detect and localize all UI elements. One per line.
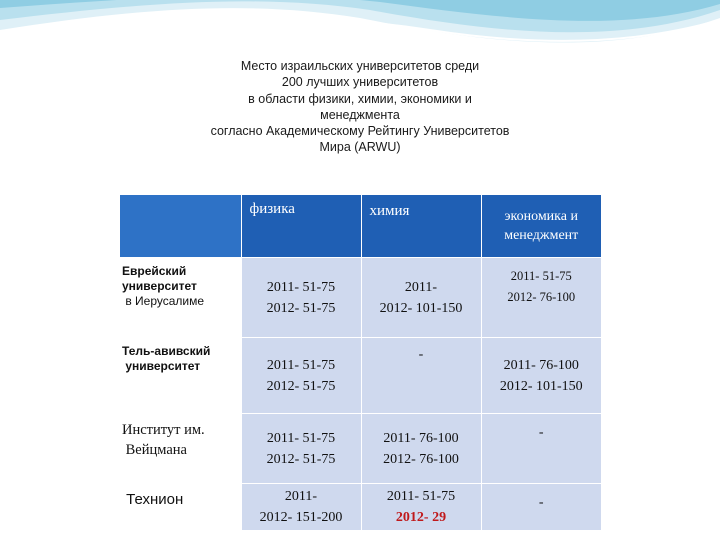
title-line: менеджмента	[320, 107, 400, 122]
header-empty-cell	[120, 195, 241, 258]
header-economics	[481, 195, 601, 258]
economics-cell	[481, 414, 601, 484]
header-physics-label: физика	[249, 201, 295, 217]
table-row	[120, 258, 601, 338]
rank-2012: 2012- 51-75	[266, 451, 336, 467]
university-name-line: университет	[122, 279, 197, 293]
rank-2011: 2011- 51-75	[266, 279, 336, 295]
university-name-line: в Иерусалиме	[122, 294, 205, 308]
university-name	[120, 414, 241, 484]
header-economics-line1: экономика и	[504, 209, 578, 224]
rank-2012: 2012- 101-150	[379, 300, 463, 316]
rank-2011: 2011-	[284, 489, 318, 504]
physics-cell	[241, 414, 361, 484]
table-row	[120, 484, 601, 531]
table-row	[120, 338, 601, 414]
rank-2012: 2012- 101-150	[499, 378, 583, 394]
chemistry-cell	[361, 338, 481, 414]
chemistry-cell	[361, 414, 481, 484]
header-economics-line2: менеджмент	[504, 228, 579, 243]
economics-cell	[481, 484, 601, 531]
table-row	[120, 414, 601, 484]
economics-cell	[481, 258, 601, 338]
physics-cell	[241, 484, 361, 531]
table-header-row	[120, 195, 601, 258]
university-name-line: университет	[122, 359, 201, 373]
chemistry-cell	[361, 484, 481, 531]
slide-title	[150, 58, 570, 156]
rank-2011: 2011-	[404, 279, 438, 295]
university-name	[120, 484, 241, 531]
rank-2012: 2012- 51-75	[266, 378, 336, 394]
title-line: Мира (ARWU)	[319, 140, 401, 155]
rank-dash: -	[538, 425, 544, 440]
physics-cell	[241, 338, 361, 414]
university-name	[120, 258, 241, 338]
university-name-line: Тель-авивский	[122, 344, 211, 358]
rank-2011: 2011- 51-75	[510, 269, 572, 283]
title-line: в области физики, химии, экономики и	[248, 91, 472, 106]
university-name-line: Технион	[122, 491, 184, 508]
rank-2011: 2011- 51-75	[386, 489, 456, 504]
rank-dash: -	[418, 347, 424, 362]
rank-2012-highlight: 2012- 29	[395, 510, 447, 525]
rank-2012: 2012- 76-100	[507, 290, 576, 304]
university-name-line: Институт им.	[122, 422, 205, 438]
rank-2011: 2011- 51-75	[266, 357, 336, 373]
header-chemistry	[361, 195, 481, 258]
rank-2011: 2011- 76-100	[503, 357, 579, 373]
rank-2012: 2012- 51-75	[266, 300, 336, 316]
title-line: согласно Академическому Рейтингу Университетов	[210, 124, 510, 139]
rank-dash: -	[538, 495, 544, 510]
university-name	[120, 338, 241, 414]
chemistry-cell	[361, 258, 481, 338]
university-name-line: Вейцмана	[122, 442, 187, 458]
rankings-table	[120, 195, 601, 530]
rank-2011: 2011- 51-75	[266, 430, 336, 446]
university-name-line: Еврейский	[122, 264, 187, 278]
title-line: Место израильских университетов среди	[240, 59, 480, 73]
header-chemistry-label: химия	[369, 203, 410, 219]
physics-cell	[241, 258, 361, 338]
header-physics	[241, 195, 361, 258]
rank-2012: 2012- 76-100	[383, 451, 459, 467]
economics-cell	[481, 338, 601, 414]
rank-2012: 2012- 151-200	[259, 510, 343, 525]
title-line: 200 лучших университетов	[281, 75, 439, 90]
rank-2011: 2011- 76-100	[383, 430, 459, 446]
